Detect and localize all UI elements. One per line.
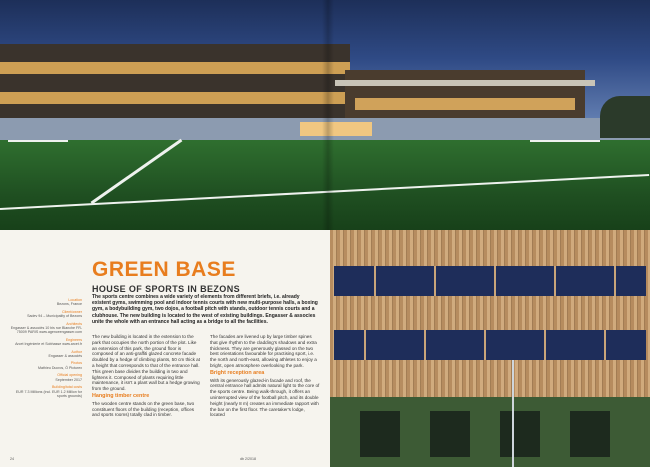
fact: Location Bezons, France [56,298,82,307]
ground-door [570,411,610,457]
article-lead: The sports centre combines a wide variety of elements from different briefs, i.e. already existent gyms, swimming pool and indoor tennis courts with new multi-purpose halls, a boxing gym, a bodybuilding gym, two dojos, a football pitch with stands, outdoor tennis courts and a clubhouse. The new building is located to the west of existing buildings. Engasser & associes unite the whole with an entrance hall acting as a bridge to all the facilities. [92,294,318,325]
section-heading: Hanging timber centre [92,392,150,399]
pitch-line [91,139,183,205]
section-heading: Bright reception area [210,369,265,376]
project-facts [10,298,82,401]
window-band-lower [334,330,646,360]
body-column-2 [210,334,320,420]
trees [600,96,650,138]
timber-cladding [330,230,650,397]
green-hedge-base [330,397,650,467]
entrance [336,122,372,136]
fact: Photos Mathieu Ducros, Ó Picturex [38,361,82,370]
ground-door [430,411,470,457]
lamp-post [512,360,514,467]
text-page [0,230,330,467]
fact: Architects Engasser & associés 10 bis rue Blanche FR-75009 PARIS www.agenceengasser.com [10,321,82,335]
body-column-1 [92,334,202,420]
annex-building [345,70,585,120]
paragraph: The facades are livened up by large timber spines that give rhythm to the cladding's shadows and extra thickness. They are generously glassed on the two best orientations favourable for practising sport, i.e. the north and north-east, allowing athletes to enjoy a bright, open atmosphere overlooking the park. [210,334,317,368]
facade-photo [330,230,650,467]
paragraph: The wooden centre stands on the green base, two constituent floors of the building (reception, offices and sports rooms) totally clad in timber. [92,400,195,418]
lit-windows-lower [0,92,350,104]
fact: Engineers Arcet Ingénierie et Sobhasse www.arcet.fr [15,337,82,347]
fact: Client/owner Sadev 94 – Municipality of Bezons [27,309,82,319]
issue-label: db 2/2018 [240,457,256,461]
ground-door [500,411,540,457]
annex-windows [355,98,575,110]
goal-left [8,140,68,142]
ground-door [360,411,400,457]
annex-roof [335,80,595,86]
window-band-upper [334,266,646,296]
goal-right [530,140,600,142]
fact: Author Engasser & associés [48,349,82,359]
lit-windows-upper [0,62,350,74]
fact: Building/total costs EUR 7.3 Millions (incl. EUR 1.2 Million for sports grounds) [15,385,82,398]
paragraph: The new building is located in the extension to the park that occupies the north portion of the plot. Like an extension of this park, the ground floor is composed of an anti-graffiti glazed concrete facade doubled by a hedge of climbing plants, 50 cm thick at a height that corresponds to that of the entrance hall. This green base divides the building in two and lightens it. Composed of plants requiring little maintenance, it isn't a plant wall but a hedge growing from the ground. [92,334,201,392]
fact: Official opening September 2017 [55,373,82,382]
article-title: GREEN BASE [92,258,236,281]
main-building [0,44,350,120]
page-number: 24 [10,457,14,461]
paragraph: With its generously glazed-in facade and roof, the central entrance hall admits natural light to the core of the sports centre. Being walk-through, it offers an uninterrupted view of the football pitch, and its double height (nearly 8 m) creates an immediate rapport with the bar on the first floor. The caretaker's lodge, located [210,377,320,418]
article-subtitle: HOUSE OF SPORTS IN BEZONS [92,284,241,294]
